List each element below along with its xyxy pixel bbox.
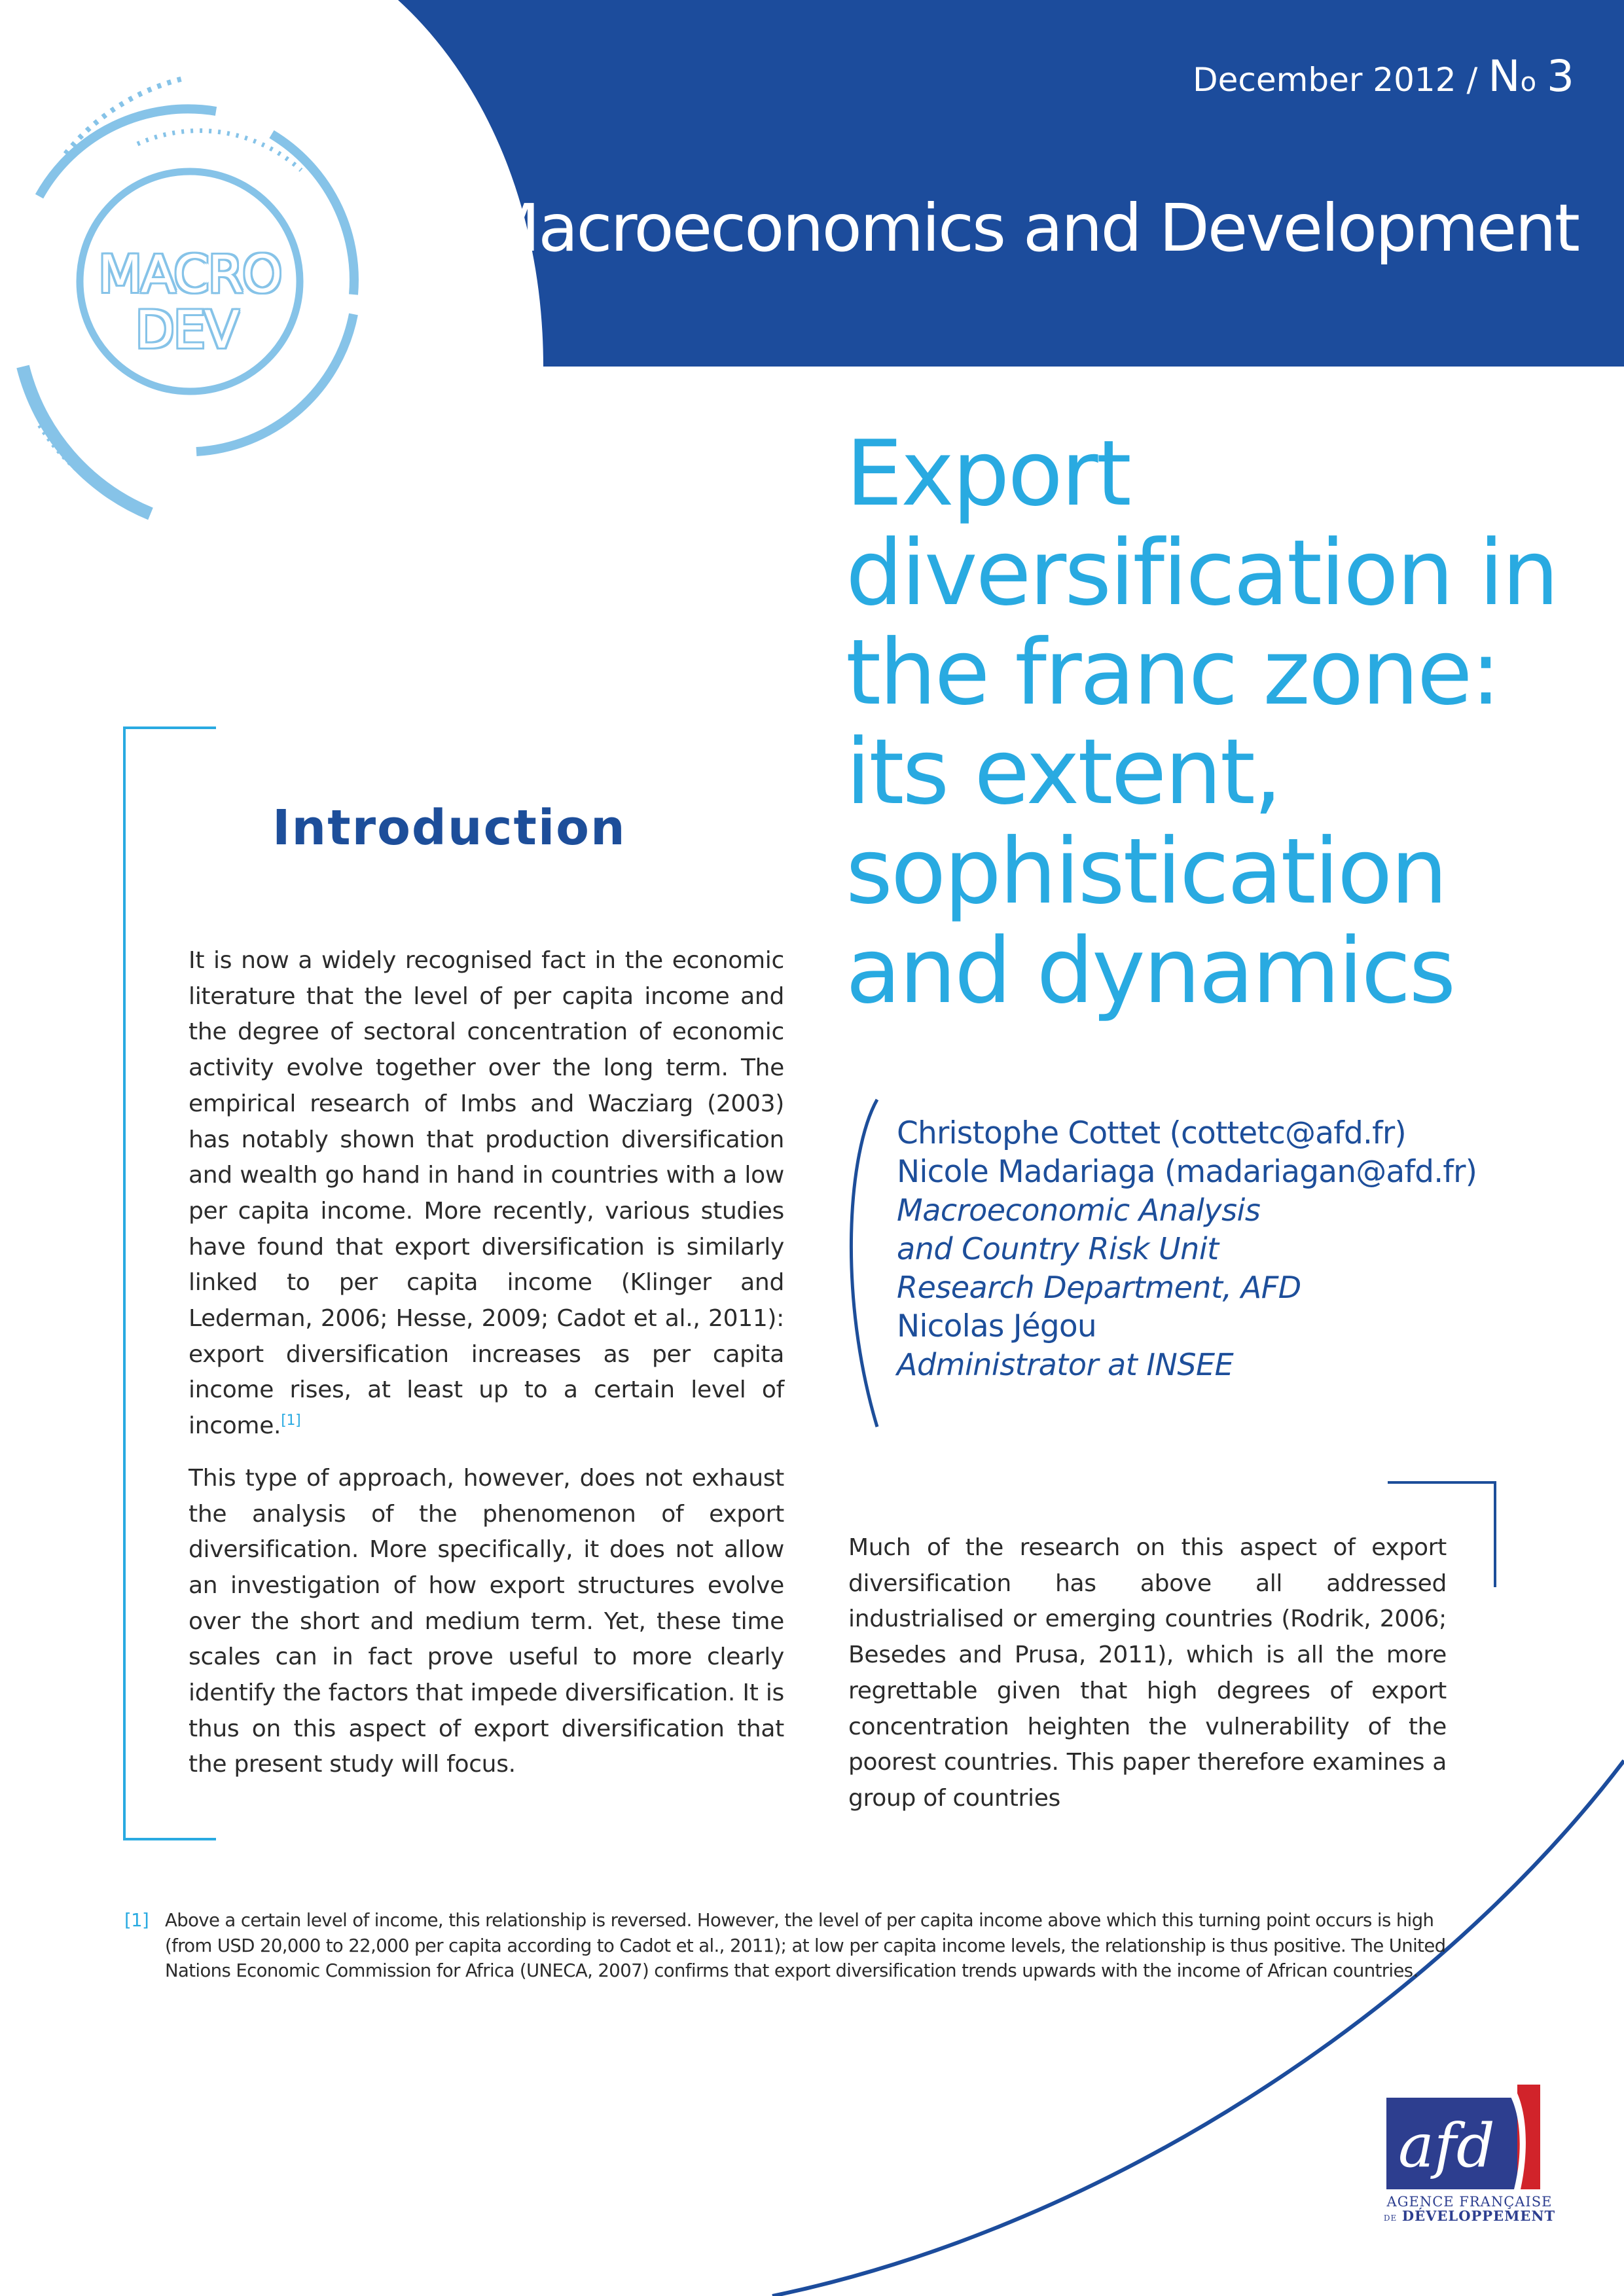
title-line: sophistication [846,819,1446,924]
series-title: Macroeconomics and Development [483,190,1578,266]
paragraph-text: It is now a widely recognised fact in the economic literature that the level of per capita income and the degree of sectoral concentration of economic activity evolve together over the long term. The empirical research of Imbs and Wacziarg (2003) has notably shown that production diversification and wealth go hand in hand in countries with a low per capita income. More recently, various studies have found that export diversification is similarly linked to per capita income (Klinger and Lederman, 2006; Hesse, 2009; Cadot et al., 2011): export diversification increases as per capita income rises, at least up to a certain level of income. [189,947,784,1440]
body-column-right [848,1530,1447,1817]
macrodev-logo-line2: DEV [135,301,238,360]
footnote [124,1908,1460,1984]
issue-number-value: 3 [1547,51,1574,101]
author-affiliation: Research Department, AFD [897,1270,1301,1305]
author-affiliation: Administrator at INSEE [897,1347,1234,1382]
issue-date: December 2012 [1193,61,1456,99]
title-line: the franc zone: [846,620,1500,725]
issue-date-number [1193,51,1574,101]
document-title [846,421,1598,1024]
afd-agency-prefix: DE [1383,2214,1398,2223]
issue-number-n: N [1488,51,1521,101]
author-name: Nicole Madariaga (madariagan@afd.fr) [897,1154,1477,1190]
afd-agency-development: DÉVELOPPEMENT [1401,2208,1556,2224]
footnote-text: Above a certain level of income, this relationship is reversed. However, the level of per capita income above which this turning point occurs is high (from USD 20,000 to 22,000 per capita according to Cadot et al., 2011); at low per capita income levels, the relationship is thus positive. The United Nations Economic Commission for Africa (UNECA, 2007) confirms that export diversification trends upwards with the income of African countries. [165,1910,1446,1981]
title-line: and dynamics [846,918,1454,1024]
macrodev-logo-line1: MACRO [98,245,281,304]
author-affiliation: Macroeconomic Analysis [897,1193,1261,1228]
afd-logo-letters: afd [1398,2111,1495,2181]
body-paragraph: Much of the research on this aspect of export diversification has above all addressed industrialised or emerging countries (Rodrik, 2006; Besedes and Prusa, 2011), which is all the more regrettable given that high degrees of export concentration heighten the vulnerability of the poorest countries. This paper therefore examines a group of countries [848,1534,1447,1812]
footnote-mark: [1] [124,1910,149,1931]
introduction-heading: Introduction [272,800,626,856]
author-name: Christophe Cottet (cottetc@afd.fr) [897,1115,1406,1151]
title-line: diversification in [846,520,1557,626]
authors-block [897,1114,1604,1384]
title-line: Export [846,421,1130,526]
author-affiliation: and Country Risk Unit [897,1231,1219,1266]
afd-logo [1386,2085,1543,2189]
body-paragraph: This type of approach, however, does not exhaust the analysis of the phenomenon of export diversification. More specifically, it does not allow an investigation of how export structures evolve over the short and medium term. Yet, these time scales can in fact prove useful to more clearly identify the factors that impede diversification. It is thus on this aspect of export diversification that the present study will focus. [189,1464,784,1778]
issue-number-o: o [1520,67,1537,98]
body-column-left [189,943,784,1783]
body-paragraph [189,943,784,1444]
title-line: its extent, [846,719,1280,825]
afd-agency-name [1375,2195,1564,2225]
footnote-reference[interactable]: [1] [281,1412,301,1429]
author-name: Nicolas Jégou [897,1308,1096,1344]
afd-agency-line2 [1375,2209,1564,2225]
issue-separator: / [1466,61,1478,99]
authors-parenthesis [851,1100,877,1427]
afd-agency-line1: AGENCE FRANÇAISE [1386,2194,1553,2210]
